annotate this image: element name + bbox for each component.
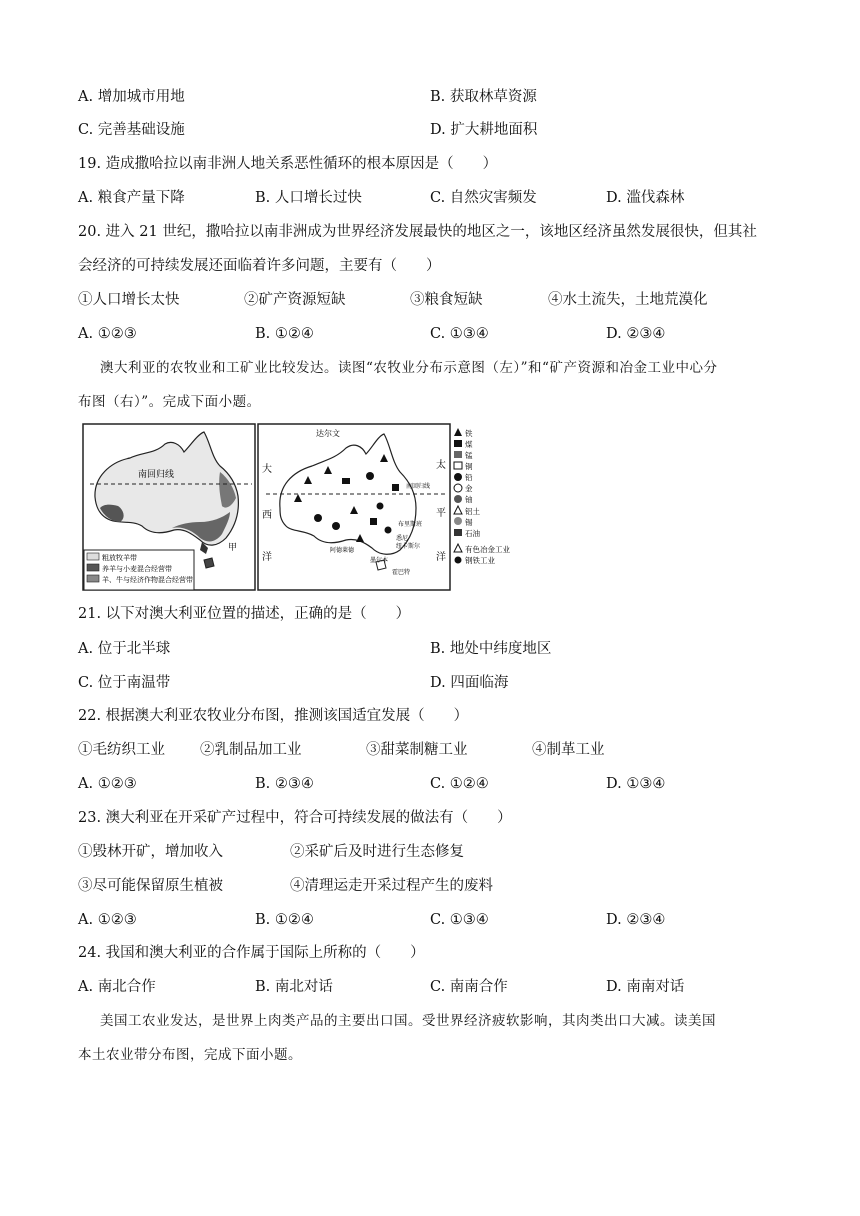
city-hobart: 霍巴特	[392, 569, 411, 576]
q23-statement-3: ③尽可能保留原生植被	[78, 878, 223, 894]
left-tropic-label: 南回归线	[138, 470, 175, 480]
legend-item-1: 粗放牧羊带	[102, 554, 137, 562]
ocean-right-char1: 太	[436, 460, 446, 471]
rlegend-nonferrous: 有色冶金工业	[465, 545, 510, 554]
q18-option-d: D. 扩大耕地面积	[430, 122, 538, 138]
q20-option-d: D. ②③④	[606, 326, 666, 342]
ocean-right-char3: 洋	[436, 552, 446, 563]
right-tropic-label: 南回归线	[406, 483, 431, 490]
q20-stem-line2: 会经济的可持续发展还面临着许多问题，主要有（ ）	[78, 258, 441, 274]
q21-stem: 21. 以下对澳大利亚位置的描述，正确的是（ ）	[78, 606, 411, 622]
rlegend-lead: 铅	[465, 473, 473, 482]
us-intro-line2: 本土农业带分布图，完成下面小题。	[78, 1047, 302, 1063]
q20-stem-line1: 20. 进入 21 世纪，撒哈拉以南非洲成为世界经济发展最快的地区之一，该地区经济虽然发展很快，但其社	[78, 224, 757, 240]
q20-statement-2: ②矿产资源短缺	[244, 292, 346, 308]
q22-statement-3: ③甜菜制糖工业	[366, 742, 468, 758]
us-intro-line1: 美国工农业发达，是世界上肉类产品的主要出口国。受世界经济疲软影响，其肉类出口大减。读美国	[100, 1013, 716, 1029]
q23-statement-4: ④清理运走开采过程产生的废料	[290, 878, 493, 894]
rlegend-bauxite: 铝土	[465, 507, 480, 516]
q24-option-c: C. 南南合作	[430, 979, 508, 995]
q23-option-b: B. ①②④	[255, 912, 314, 928]
q19-option-a: A. 粮食产量下降	[78, 190, 185, 206]
q20-statement-1: ①人口增长太快	[78, 292, 180, 308]
city-adelaide: 阿德莱德	[330, 547, 355, 554]
q24-stem: 24. 我国和澳大利亚的合作属于国际上所称的（ ）	[78, 945, 425, 961]
australia-maps-svg	[80, 422, 530, 592]
q23-stem: 23. 澳大利亚在开采矿产过程中，符合可持续发展的做法有（ ）	[78, 810, 512, 826]
q22-statement-2: ②乳制品加工业	[200, 742, 302, 758]
rlegend-manganese: 锰	[465, 451, 473, 460]
right-legend	[454, 428, 510, 565]
q22-stem: 22. 根据澳大利亚农牧业分布图，推测该国适宜发展（ ）	[78, 708, 469, 724]
q20-option-a: A. ①②③	[78, 326, 137, 342]
left-sea-label: 甲	[228, 543, 238, 553]
q24-option-b: B. 南北对话	[255, 979, 333, 995]
rlegend-gold: 金	[465, 484, 473, 493]
q18-option-a: A. 增加城市用地	[78, 89, 185, 105]
rlegend-uranium: 铀	[465, 495, 473, 504]
q22-option-d: D. ①③④	[606, 776, 666, 792]
legend-item-3: 羊、牛与经济作物混合经营带	[102, 576, 193, 584]
rlegend-coal: 煤	[465, 440, 473, 449]
city-melbourne: 墨尔本	[370, 557, 389, 564]
right-darwin-label: 达尔文	[316, 429, 340, 438]
city-newcastle: 纽卡斯尔	[396, 543, 421, 550]
q21-option-d: D. 四面临海	[430, 675, 509, 691]
legend-item-2: 养羊与小麦混合经营带	[102, 565, 172, 573]
q22-option-c: C. ①②④	[430, 776, 489, 792]
ocean-right-char2: 平	[436, 508, 446, 519]
q19-option-d: D. 滥伐森林	[606, 190, 685, 206]
rlegend-steel: 钢铁工业	[465, 556, 495, 565]
au-intro-line2: 布图（右）”。完成下面小题。	[78, 394, 261, 410]
q20-option-b: B. ①②④	[255, 326, 314, 342]
rlegend-iron: 铁	[465, 429, 473, 438]
ocean-left-char1: 大	[262, 464, 272, 475]
rlegend-tin: 锡	[465, 518, 473, 527]
rlegend-oil: 石油	[465, 529, 480, 538]
rlegend-copper: 铜	[465, 462, 473, 471]
q19-option-b: B. 人口增长过快	[255, 190, 362, 206]
q20-statement-3: ③粮食短缺	[410, 292, 483, 308]
q22-option-a: A. ①②③	[78, 776, 137, 792]
q24-option-a: A. 南北合作	[78, 979, 156, 995]
city-sydney: 悉尼	[396, 535, 409, 542]
q22-statement-1: ①毛纺织工业	[78, 742, 165, 758]
q22-statement-4: ④制革工业	[532, 742, 605, 758]
q24-option-d: D. 南南对话	[606, 979, 685, 995]
q20-statement-4: ④水土流失，土地荒漠化	[548, 292, 708, 308]
ocean-left-char3: 洋	[262, 552, 272, 563]
q20-option-c: C. ①③④	[430, 326, 489, 342]
q19-stem: 19. 造成撒哈拉以南非洲人地关系恶性循环的根本原因是（ ）	[78, 156, 498, 172]
q19-option-c: C. 自然灾害频发	[430, 190, 537, 206]
q21-option-a: A. 位于北半球	[78, 641, 171, 657]
q23-option-a: A. ①②③	[78, 912, 137, 928]
city-brisbane: 布里斯班	[398, 521, 423, 528]
q23-option-c: C. ①③④	[430, 912, 489, 928]
q23-statement-2: ②采矿后及时进行生态修复	[290, 844, 464, 860]
q18-option-c: C. 完善基础设施	[78, 122, 185, 138]
q18-option-b: B. 获取林草资源	[430, 89, 537, 105]
q23-option-d: D. ②③④	[606, 912, 666, 928]
au-intro-line1: 澳大利亚的农牧业和工矿业比较发达。读图“农牧业分布示意图（左）”和“矿产资源和冶金工业中心分	[100, 360, 718, 376]
q22-option-b: B. ②③④	[255, 776, 314, 792]
q21-option-b: B. 地处中纬度地区	[430, 641, 552, 657]
ocean-left-char2: 西	[262, 510, 272, 521]
q21-option-c: C. 位于南温带	[78, 675, 171, 691]
australia-maps-figure	[80, 422, 530, 592]
q23-statement-1: ①毁林开矿，增加收入	[78, 844, 223, 860]
